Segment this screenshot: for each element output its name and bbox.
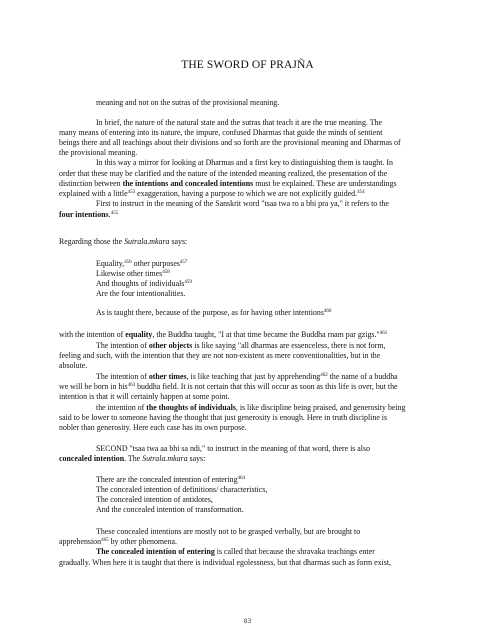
text-line	[59, 330, 387, 341]
page-number: 83	[243, 617, 252, 625]
text-run: The intention of	[96, 341, 149, 350]
emphasis: other times	[148, 372, 187, 381]
text-line	[59, 351, 380, 362]
footnote-ref[interactable]: 463	[127, 383, 136, 388]
emphasis: The concealed intention of entering	[96, 547, 215, 556]
text-line	[96, 444, 370, 455]
text-run: the provisional meaning.	[59, 148, 138, 157]
text-run: distinction between	[59, 179, 123, 188]
text-line	[59, 210, 118, 221]
text-run: Regarding those the	[59, 237, 125, 246]
text-run: meaning and not on the sutras of the provisional meaning.	[96, 98, 280, 107]
emphasis: equality	[125, 330, 153, 339]
text-line	[59, 189, 365, 200]
text-run: gradually. When here it is taught that there is individual egolessness, but that dharmas such as form exist,	[59, 558, 391, 567]
text-run: intention is that it will certainly happen at some point.	[59, 392, 230, 401]
emphasis: concealed intention	[59, 454, 125, 463]
text-run: There are the concealed intention of entering	[96, 475, 238, 484]
text-line	[59, 413, 387, 424]
text-run: says:	[169, 237, 188, 246]
text-run: . The	[124, 454, 143, 463]
page-title: THE SWORD OF PRAJÑA	[181, 59, 314, 71]
text-line	[96, 341, 385, 352]
text-run: In this way a mirror for looking at Dharmas and a first key to distinguishing them is taught. In	[96, 158, 393, 167]
footnote-ref[interactable]: 453	[127, 190, 136, 195]
text-run: many means of entering into its nature, the impure, confused Dharmas that guide the minds of sentient	[59, 128, 383, 137]
text-run: beings there and all teachings about their divisions and so forth are the provisional meaning and Dharmas of	[59, 138, 401, 147]
text-run: And thoughts of individuals	[96, 279, 185, 288]
footnote-ref[interactable]: 465	[101, 538, 109, 543]
text-run: Likewise other times	[96, 269, 163, 278]
text-run: exaggeration, having a purpose to which we are not explicitly guided.	[135, 189, 358, 198]
text-line	[96, 158, 393, 169]
text-run: As is taught there, because of the purpose, as for having other intentions	[96, 308, 324, 317]
text-run: absolute.	[59, 361, 88, 370]
footnote-ref[interactable]: 462	[320, 373, 328, 378]
text-run: with the intention of	[59, 330, 126, 339]
text-line	[96, 403, 406, 414]
text-run: The concealed intention of definitions/ characteristics,	[96, 485, 268, 494]
text-line	[96, 372, 398, 383]
book-title: Sutrala.mkara	[124, 237, 170, 246]
emphasis: other objects	[148, 341, 193, 350]
verse-line	[96, 495, 213, 506]
text-run: The intention of	[96, 372, 149, 381]
verse-line	[96, 475, 245, 486]
text-run: , is like discipline being praised, and generosity being	[235, 403, 406, 412]
text-run: , the Buddha taught, "I at that time became the Buddha rnam par gzigs."	[152, 330, 380, 339]
text-run: And the concealed intention of transformation.	[96, 505, 244, 514]
text-run: the intention of	[96, 403, 147, 412]
text-run: Equality,	[96, 259, 125, 268]
text-line	[59, 237, 187, 248]
text-run: by other phenomena.	[108, 537, 177, 546]
text-run: is called that because the shravaka teachings enter	[214, 547, 375, 556]
text-line	[59, 169, 387, 180]
footnote-ref[interactable]: 458	[162, 270, 170, 275]
text-line	[59, 138, 401, 149]
text-run: the name of a buddha	[327, 372, 398, 381]
text-run: .	[108, 210, 111, 219]
text-run: apprehension	[59, 537, 102, 546]
text-run: First to instruct in the meaning of the Sanskrit word "tsaa twa ro a bhi pra ya," it refers to the	[96, 199, 389, 208]
text-run: buddha field. It is not certain that this will occur as soon as this life is over, but the	[135, 382, 398, 391]
text-line	[96, 308, 331, 319]
text-line	[59, 361, 87, 372]
footnote-ref[interactable]: 461	[379, 331, 388, 336]
text-line	[59, 454, 205, 465]
text-run: must be explained. These are understandings	[253, 179, 397, 188]
emphasis: the intentions and concealed intentions	[122, 179, 254, 188]
text-run: feeling and such, with the intention that they are not non-existent as mere conventionalities, but in the	[59, 351, 381, 360]
verse-line	[96, 289, 185, 300]
text-line	[96, 199, 389, 210]
text-run: order that these may be clarified and the nature of the intended meaning realized, the presentation of the	[59, 169, 388, 178]
text-run: said to be lower to someone having the thought that just generosity is enough. Here in truth discipline is	[59, 413, 388, 422]
text-run: says:	[187, 454, 206, 463]
text-run: other purposes	[131, 259, 180, 268]
text-run: Are the four intentionalities.	[96, 289, 186, 298]
text-run: In brief, the nature of the natural state and the sutras that teach it are the true meaning. The	[96, 118, 382, 127]
text-run: These concealed intentions are mostly not to be grasped verbally, but are brought to	[96, 527, 361, 536]
footnote-ref[interactable]: 460	[323, 309, 332, 314]
text-line	[96, 547, 375, 558]
text-line	[59, 148, 137, 159]
text-run: we will be born in his	[59, 382, 128, 391]
text-line	[96, 98, 279, 109]
text-line	[59, 392, 230, 403]
text-line	[59, 558, 391, 569]
verse-line	[96, 505, 244, 516]
text-line	[59, 423, 247, 434]
footnote-ref[interactable]: 464	[237, 476, 246, 481]
text-line	[59, 179, 397, 190]
book-title: Sutrala.mkara	[142, 454, 188, 463]
footnote-ref[interactable]: 456	[124, 260, 132, 265]
text-run: is like saying "all dharmas are essenceless, there is not form,	[192, 341, 386, 350]
verse-line	[96, 269, 170, 280]
verse-line	[96, 279, 192, 290]
emphasis: four intentions	[59, 210, 109, 219]
emphasis: the thoughts of individuals	[146, 403, 236, 412]
text-line	[59, 382, 398, 393]
footnote-ref[interactable]: 454	[357, 190, 365, 195]
text-run: The concealed intention of antidotes,	[96, 495, 213, 504]
text-run: SECOND "tsaa twa aa bhi sa ndi," to instruct in the meaning of that word, there is also	[96, 444, 371, 453]
text-line	[96, 118, 382, 129]
text-run: , is like teaching that just by apprehending	[186, 372, 321, 381]
verse-line	[96, 259, 187, 270]
text-line	[59, 537, 177, 548]
footnote-ref[interactable]: 455	[110, 211, 119, 216]
text-line	[96, 527, 360, 538]
verse-line	[96, 485, 267, 496]
text-line	[59, 128, 382, 139]
footnote-ref[interactable]: 459	[184, 280, 192, 285]
text-run: nobler than generosity. Here each case has its own purpose.	[59, 423, 247, 432]
text-run: explained with a little	[59, 189, 128, 198]
footnote-ref[interactable]: 457	[179, 260, 188, 265]
